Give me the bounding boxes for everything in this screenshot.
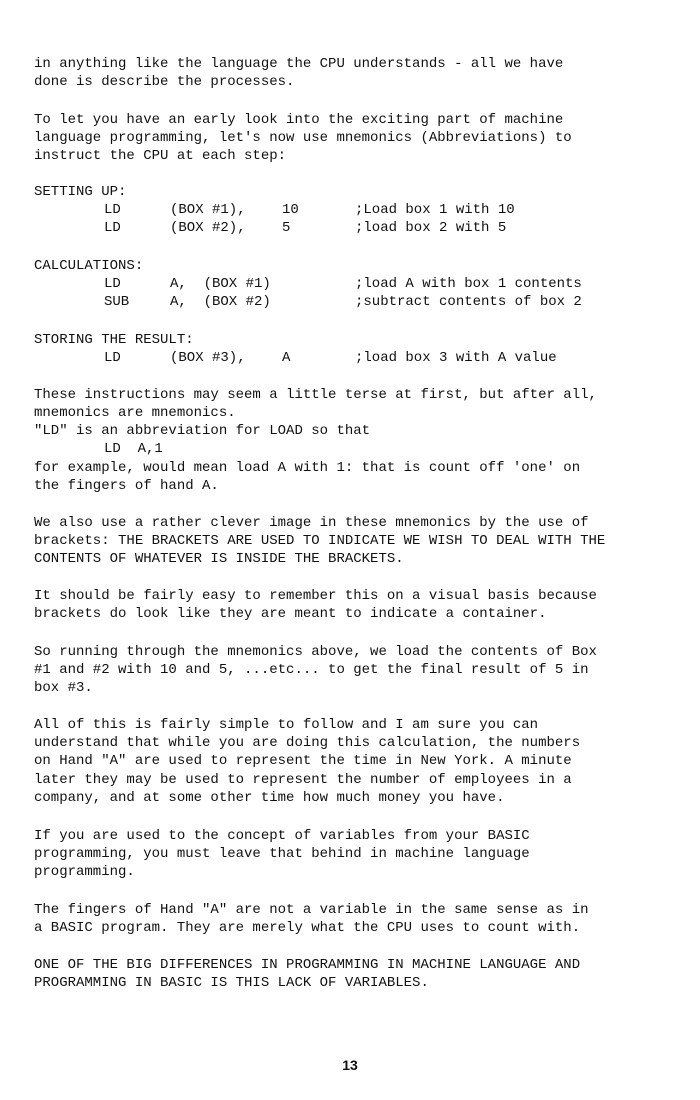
para1-line-5: the fingers of hand A. xyxy=(34,478,219,494)
code-value: 10 xyxy=(282,202,299,218)
code-operand: (BOX #3), xyxy=(170,350,246,366)
code-heading: CALCULATIONS: xyxy=(34,258,144,274)
code-comment: ;load box 2 with 5 xyxy=(355,220,507,236)
para5-line-4: later they may be used to represent the number of employees in a xyxy=(34,772,572,788)
para4-line-1: So running through the mnemonics above, we load the contents of Box xyxy=(34,644,597,660)
code-value: 5 xyxy=(282,220,291,236)
code-operand: A, (BOX #1) xyxy=(170,276,271,292)
code-value: A xyxy=(282,350,291,366)
para8-line-1: ONE OF THE BIG DIFFERENCES IN PROGRAMMING IN MACHINE LANGUAGE AND xyxy=(34,957,581,973)
para2-line-3: CONTENTS OF WHATEVER IS INSIDE THE BRACKETS. xyxy=(34,551,404,567)
code-heading: SETTING UP: xyxy=(34,184,127,200)
code-example: LD A,1 xyxy=(104,441,163,457)
para2-line-2: brackets: THE BRACKETS ARE USED TO INDICATE WE WISH TO DEAL WITH THE xyxy=(34,533,606,549)
preface-line-3: instruct the CPU at each step: xyxy=(34,148,287,164)
code-op: LD xyxy=(104,220,121,236)
para3-line-1: It should be fairly easy to remember this on a visual basis because xyxy=(34,588,597,604)
para2-line-1: We also use a rather clever image in these mnemonics by the use of xyxy=(34,515,589,531)
para5-line-5: company, and at some other time how much money you have. xyxy=(34,790,505,806)
para5-line-1: All of this is fairly simple to follow and I am sure you can xyxy=(34,717,539,733)
code-comment: ;load box 3 with A value xyxy=(355,350,557,366)
intro-line-2: done is describe the processes. xyxy=(34,74,295,90)
para7-line-1: The fingers of Hand "A" are not a variable in the same sense as in xyxy=(34,902,589,918)
code-operand: A, (BOX #2) xyxy=(170,294,271,310)
para1-line-1: These instructions may seem a little terse at first, but after all, xyxy=(34,387,597,403)
para5-line-2: understand that while you are doing this calculation, the numbers xyxy=(34,735,581,751)
preface-line-2: language programming, let's now use mnemonics (Abbreviations) to xyxy=(34,130,572,146)
code-op: SUB xyxy=(104,294,130,310)
para6-line-3: programming. xyxy=(34,864,135,880)
code-op: LD xyxy=(104,202,121,218)
code-op: LD xyxy=(104,350,121,366)
code-heading: STORING THE RESULT: xyxy=(34,332,194,348)
code-op: LD xyxy=(104,276,121,292)
code-comment: ;load A with box 1 contents xyxy=(355,276,582,292)
para3-line-2: brackets do look like they are meant to indicate a container. xyxy=(34,606,547,622)
para1-line-3: "LD" is an abbreviation for LOAD so that xyxy=(34,423,371,439)
para8-line-2: PROGRAMMING IN BASIC IS THIS LACK OF VARIABLES. xyxy=(34,975,429,991)
para1-line-2: mnemonics are mnemonics. xyxy=(34,405,236,421)
intro-line-1: in anything like the language the CPU understands - all we have xyxy=(34,56,564,72)
code-operand: (BOX #2), xyxy=(170,220,246,236)
para6-line-2: programming, you must leave that behind in machine language xyxy=(34,846,530,862)
code-comment: ;subtract contents of box 2 xyxy=(355,294,582,310)
para4-line-3: box #3. xyxy=(34,680,93,696)
para4-line-2: #1 and #2 with 10 and 5, ...etc... to get the final result of 5 in xyxy=(34,662,589,678)
code-operand: (BOX #1), xyxy=(170,202,246,218)
code-comment: ;Load box 1 with 10 xyxy=(355,202,515,218)
para6-line-1: If you are used to the concept of variables from your BASIC xyxy=(34,828,530,844)
para7-line-2: a BASIC program. They are merely what the CPU uses to count with. xyxy=(34,920,581,936)
para5-line-3: on Hand "A" are used to represent the time in New York. A minute xyxy=(34,753,572,769)
page-number: 13 xyxy=(342,1057,358,1073)
para1-line-4: for example, would mean load A with 1: that is count off 'one' on xyxy=(34,460,581,476)
preface-line-1: To let you have an early look into the exciting part of machine xyxy=(34,112,564,128)
